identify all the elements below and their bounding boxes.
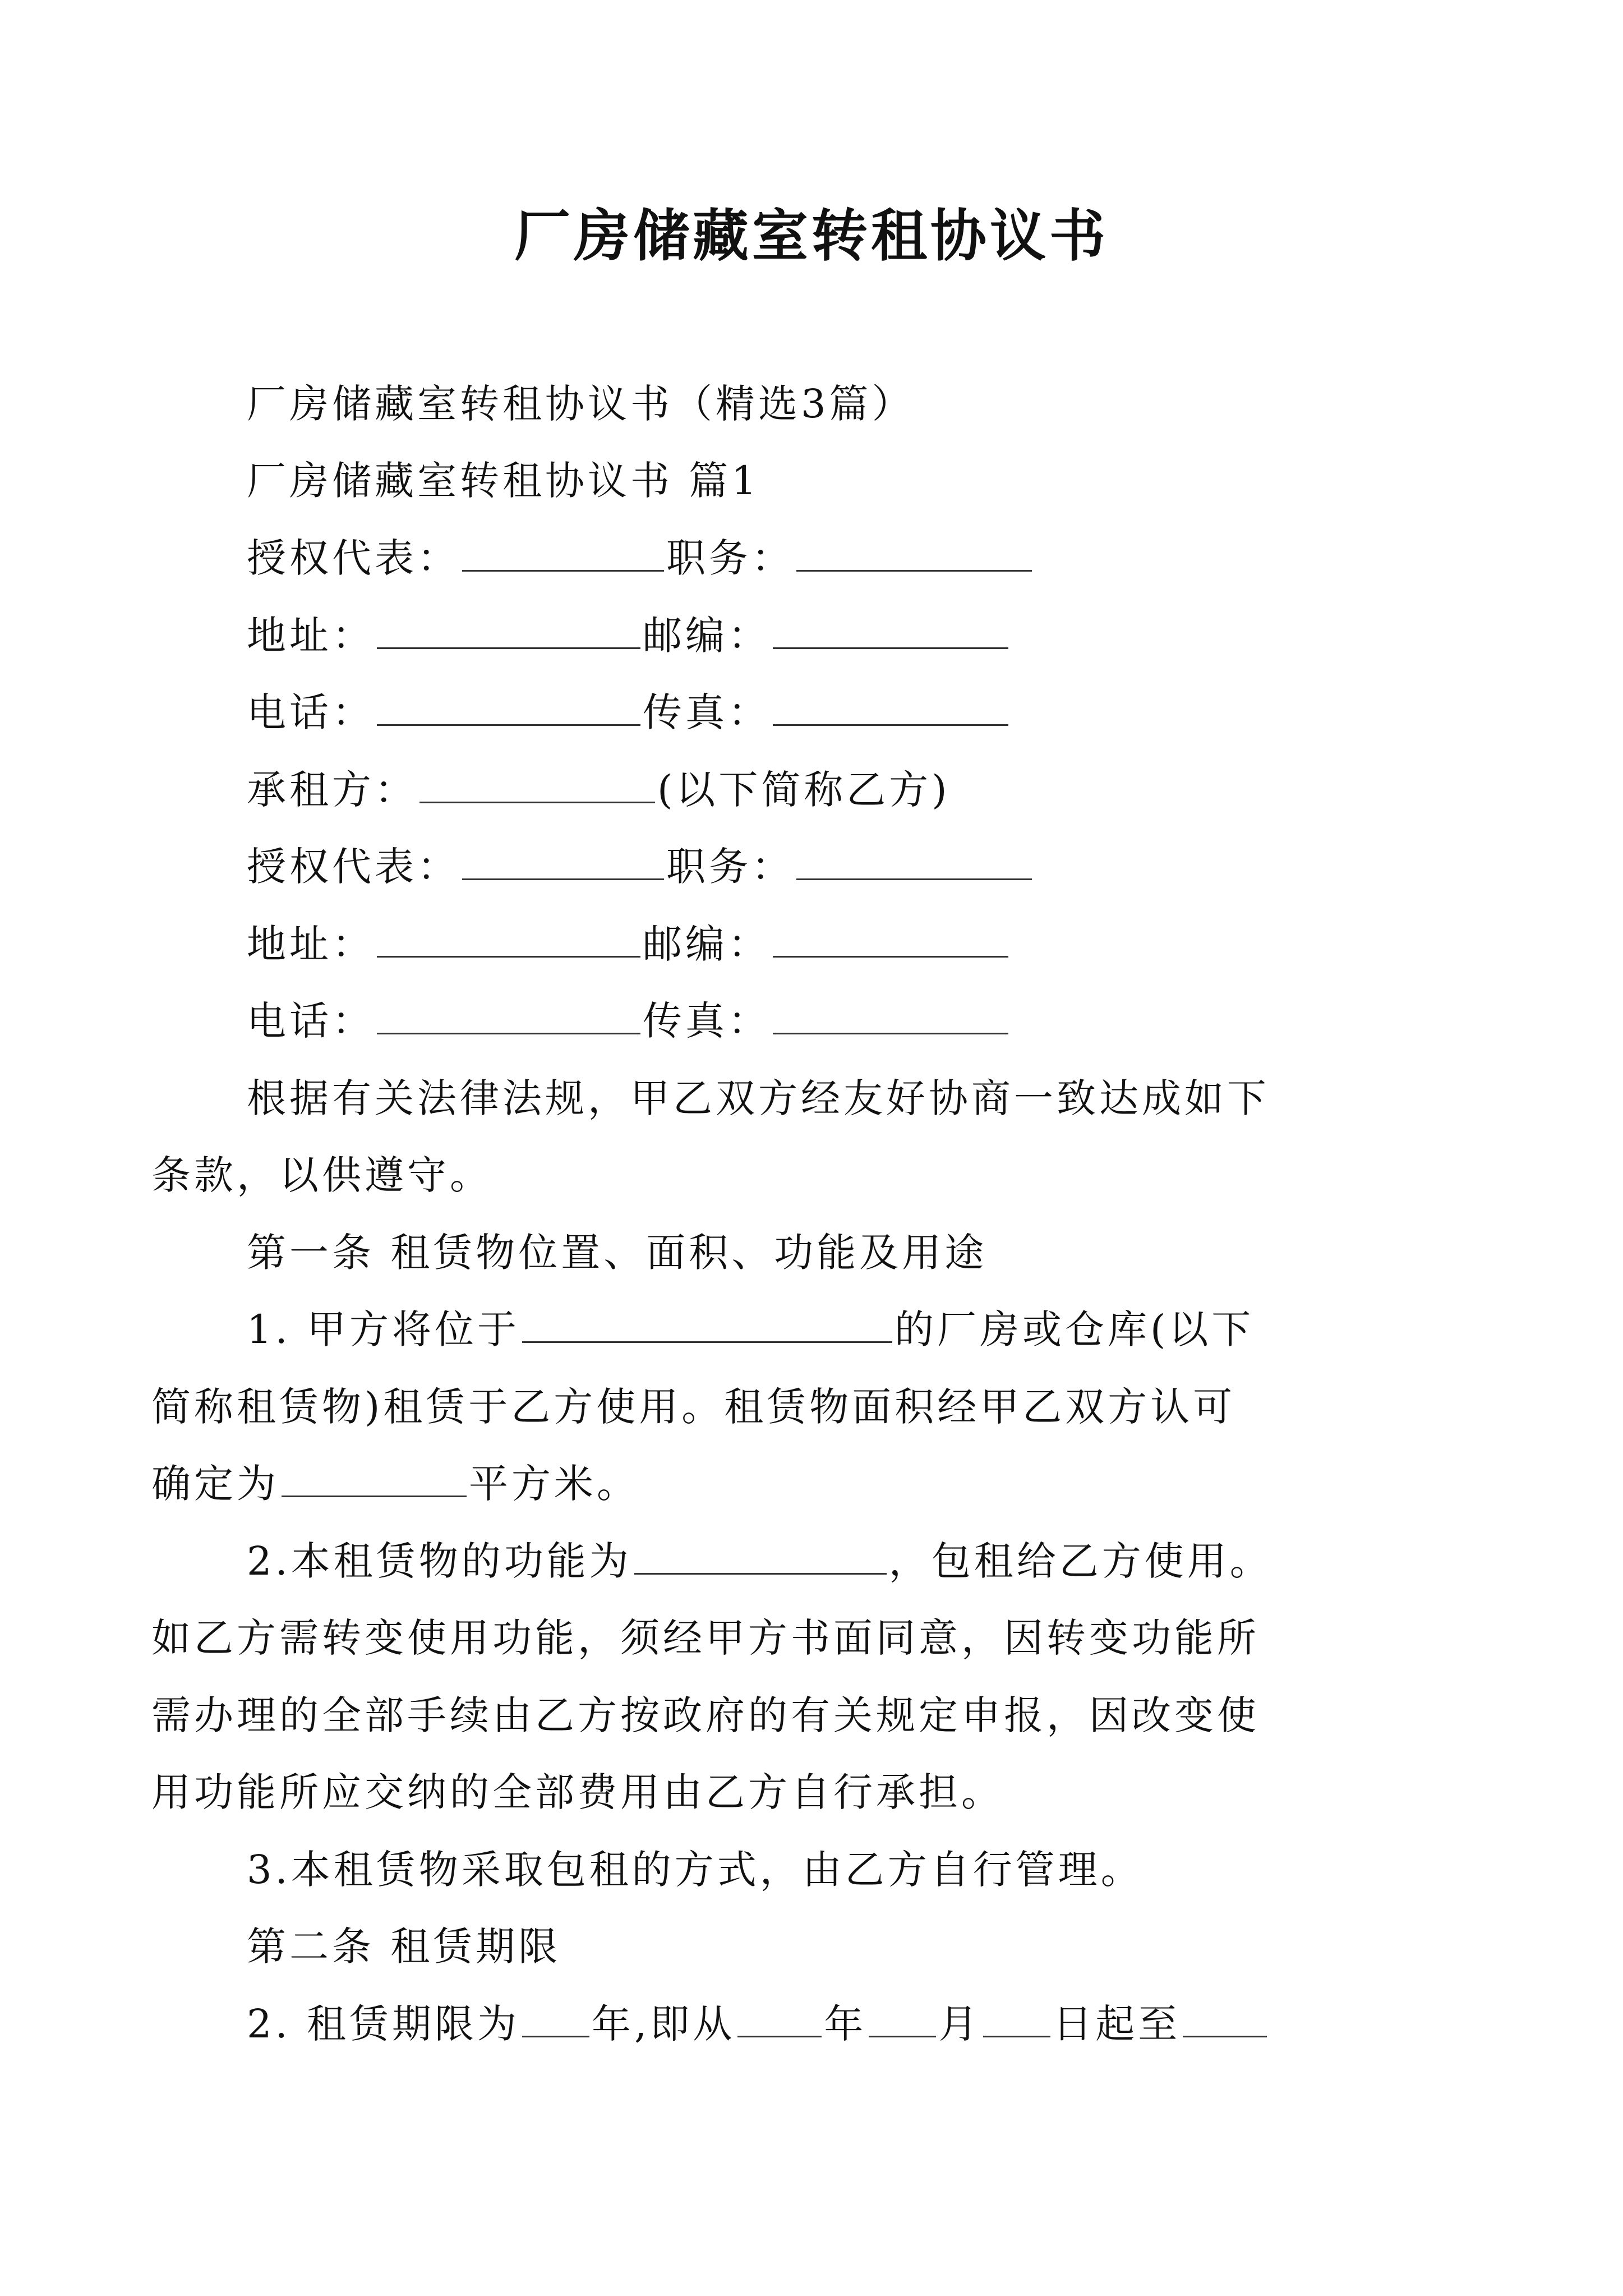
document-title: 厂房储藏室转租协议书 (514, 203, 1109, 269)
clause-text: 月 (938, 2001, 981, 2047)
phone-label: 电话： (247, 689, 375, 735)
preamble-line: 条款，以供遵守。 (151, 1152, 492, 1198)
position-blank (796, 844, 1032, 880)
clause-text: 1. 甲方将位于 (247, 1306, 520, 1352)
lessee-suffix: (以下简称乙方) (657, 767, 951, 813)
rep-label: 授权代表： (247, 844, 460, 890)
party-a-address-row (247, 608, 1011, 664)
preamble-line: 根据有关法律法规，甲乙双方经友好协商一致达成如下 (247, 1075, 1270, 1121)
clause-text: 2. 租赁期限为 (247, 2001, 520, 2047)
location-blank (522, 1306, 892, 1343)
end-blank (1183, 2001, 1267, 2037)
clause-text: 日起至 (1053, 2001, 1181, 2047)
party-b-rep-row (247, 839, 1034, 895)
rep-label: 授权代表： (247, 535, 460, 581)
position-blank (796, 535, 1032, 572)
fax-blank (773, 689, 1008, 726)
postcode-label: 邮编： (643, 921, 771, 967)
fax-blank (773, 998, 1008, 1034)
lessee-blank (419, 767, 655, 803)
clause-text: 的厂房或仓库(以下 (895, 1306, 1255, 1352)
start-month-blank (869, 2001, 936, 2037)
article-heading: 第二条 租赁期限 (247, 1924, 561, 1970)
article-heading: 第一条 租赁物位置、面积、功能及用途 (247, 1230, 988, 1276)
phone-label: 电话： (247, 998, 375, 1044)
postcode-blank (773, 921, 1008, 958)
address-label: 地址： (247, 921, 375, 967)
clause-line (247, 1301, 1254, 1358)
clause-line: 需办理的全部手续由乙方按政府的有关规定申报，因改变使 (151, 1692, 1260, 1738)
clause-line (151, 1456, 639, 1512)
document-subtitle: 厂房储藏室转租协议书（精选3篇） (247, 381, 915, 427)
section-heading: 厂房储藏室转租协议书 篇1 (247, 458, 760, 504)
clause-line: 简称租赁物)租赁于乙方使用。租赁物面积经甲乙双方认可 (151, 1384, 1236, 1430)
clause-text: 确定为 (151, 1461, 279, 1507)
postcode-blank (773, 613, 1008, 649)
clause-line: 3.本租赁物采取包租的方式，由乙方自行管理。 (247, 1847, 1144, 1893)
address-blank (377, 613, 640, 649)
phone-blank (377, 689, 640, 726)
clause-line: 用功能所应交纳的全部费用由乙方自行承担。 (151, 1769, 1004, 1815)
start-day-blank (983, 2001, 1050, 2037)
party-b-phone-row (247, 993, 1011, 1049)
fax-label: 传真： (643, 998, 771, 1044)
clause-text: 平方米。 (469, 1461, 639, 1507)
function-blank (634, 1538, 887, 1575)
lessee-row (247, 762, 951, 818)
address-label: 地址： (247, 613, 375, 659)
clause-text: 年,即从 (592, 2001, 736, 2047)
clause-line (247, 1533, 1272, 1589)
party-a-rep-row (247, 530, 1034, 586)
clause-text: ，包租给乙方使用。 (888, 1538, 1272, 1584)
party-a-phone-row (247, 684, 1011, 740)
start-year-blank (737, 2001, 822, 2037)
lessee-label: 承租方： (247, 767, 417, 813)
clause-text: 2.本租赁物的功能为 (247, 1538, 632, 1584)
rep-blank (462, 844, 664, 880)
party-b-address-row (247, 916, 1011, 972)
postcode-label: 邮编： (643, 613, 771, 659)
fax-label: 传真： (643, 689, 771, 735)
clause-line (247, 1996, 1269, 2052)
phone-blank (377, 998, 640, 1034)
years-blank (522, 2001, 589, 2037)
area-blank (282, 1461, 467, 1497)
clause-line: 如乙方需转变使用功能，须经甲方书面同意，因转变功能所 (151, 1615, 1260, 1661)
position-label: 职务： (666, 844, 794, 890)
address-blank (377, 921, 640, 958)
clause-text: 年 (824, 2001, 867, 2047)
position-label: 职务： (666, 535, 794, 581)
rep-blank (462, 535, 664, 572)
